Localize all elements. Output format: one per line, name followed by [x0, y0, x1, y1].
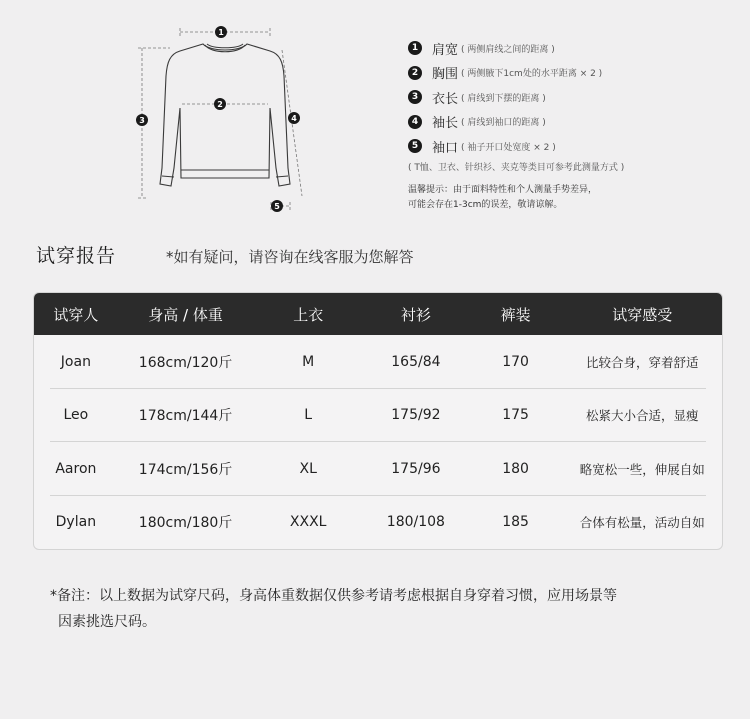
table-cell: Aaron [55, 460, 97, 477]
table-cell: 178cm/144斤 [138, 408, 233, 425]
tips-line: 可能会存在1-3cm的误差，敬请谅解。 [408, 199, 563, 210]
legend-name: 衣长 [432, 91, 459, 107]
legend-name: 袖长 [432, 116, 459, 132]
sweater-outline [160, 44, 290, 186]
table-row [34, 389, 722, 443]
warm-tips [408, 183, 624, 213]
legend-desc: ( 两侧腋下1cm处的水平距离 × 2 ) [461, 69, 603, 80]
number-badge: 2 [408, 66, 422, 80]
svg-text:4: 4 [291, 114, 297, 123]
table-cell: 175/92 [391, 407, 441, 424]
table-cell: 170 [502, 353, 529, 370]
section-subtitle: *如有疑问，请咨询在线客服为您解答 [166, 248, 414, 266]
column-header: 试穿感受 [612, 305, 673, 324]
table-cell: 略宽松一些，伸展自如 [579, 461, 705, 477]
legend-item [408, 85, 624, 110]
measurement-legend [408, 36, 624, 213]
table-cell: 180 [502, 460, 529, 477]
table-cell: 比较合身，穿着舒适 [585, 354, 699, 370]
legend-desc: ( 肩线到袖口的距离 ) [461, 118, 546, 129]
legend-item [408, 110, 624, 135]
legend-item [408, 36, 624, 61]
svg-text:2: 2 [217, 100, 223, 109]
column-header: 裤装 [500, 305, 531, 324]
footnote-line: *备注：以上数据为试穿尺码，身高体重数据仅供参考请考虑根据自身穿着习惯，应用场景等 [50, 588, 617, 604]
table-cell: 185 [502, 514, 529, 531]
table-cell: 175/96 [391, 460, 441, 477]
table-cell: Dylan [55, 514, 97, 531]
table-cell: 168cm/120斤 [138, 354, 233, 371]
footnote-line: 因素挑选尺码。 [58, 614, 156, 630]
table-row [34, 496, 722, 550]
table-cell: Leo [63, 407, 89, 424]
fitting-report-table [33, 292, 723, 550]
sweater-measurement-diagram [130, 18, 320, 218]
table-cell: 180/108 [386, 514, 445, 531]
table-cell: M [302, 353, 315, 370]
footnote [50, 583, 700, 635]
legend-note: ( T恤、卫衣、针织衫、夹克等类目可参考此测量方式 ) [408, 162, 625, 173]
svg-text:3: 3 [139, 116, 145, 125]
number-badge: 3 [408, 90, 422, 104]
table-cell: 174cm/156斤 [138, 461, 233, 478]
legend-item [408, 134, 624, 159]
legend-desc: ( 袖子开口处宽度 × 2 ) [461, 142, 556, 153]
section-title: 试穿报告 [36, 245, 117, 267]
svg-text:5: 5 [274, 202, 280, 211]
number-badge: 4 [408, 115, 422, 129]
table-cell: XL [299, 460, 317, 477]
column-header: 试穿人 [53, 305, 99, 324]
table-cell: 180cm/180斤 [138, 515, 233, 532]
table-cell: XXXL [289, 514, 327, 531]
table-cell: 175 [502, 407, 529, 424]
number-badge: 5 [408, 139, 422, 153]
table-cell: 松紧大小合适，显瘦 [585, 408, 699, 424]
tips-line: 温馨提示：由于面料特性和个人测量手势差异， [408, 184, 598, 195]
legend-desc: ( 肩线到下摆的距离 ) [461, 93, 546, 104]
table-cell: 165/84 [391, 353, 441, 370]
legend-item [408, 61, 624, 86]
legend-name: 袖口 [432, 140, 459, 156]
table-cell: 合体有松量，活动自如 [579, 515, 705, 531]
table-cell: Joan [60, 353, 91, 370]
legend-desc: ( 两侧肩线之间的距离 ) [461, 44, 555, 55]
svg-text:1: 1 [218, 28, 224, 37]
column-header: 衬衫 [400, 305, 431, 324]
table-row [34, 442, 722, 496]
table-cell: L [304, 407, 313, 424]
legend-name: 胸围 [432, 67, 459, 83]
table-header [34, 293, 722, 335]
column-header: 上衣 [293, 305, 324, 324]
legend-name: 肩宽 [432, 42, 459, 58]
table-row [34, 335, 722, 389]
number-badge: 1 [408, 41, 422, 55]
column-header: 身高 / 体重 [148, 305, 223, 324]
